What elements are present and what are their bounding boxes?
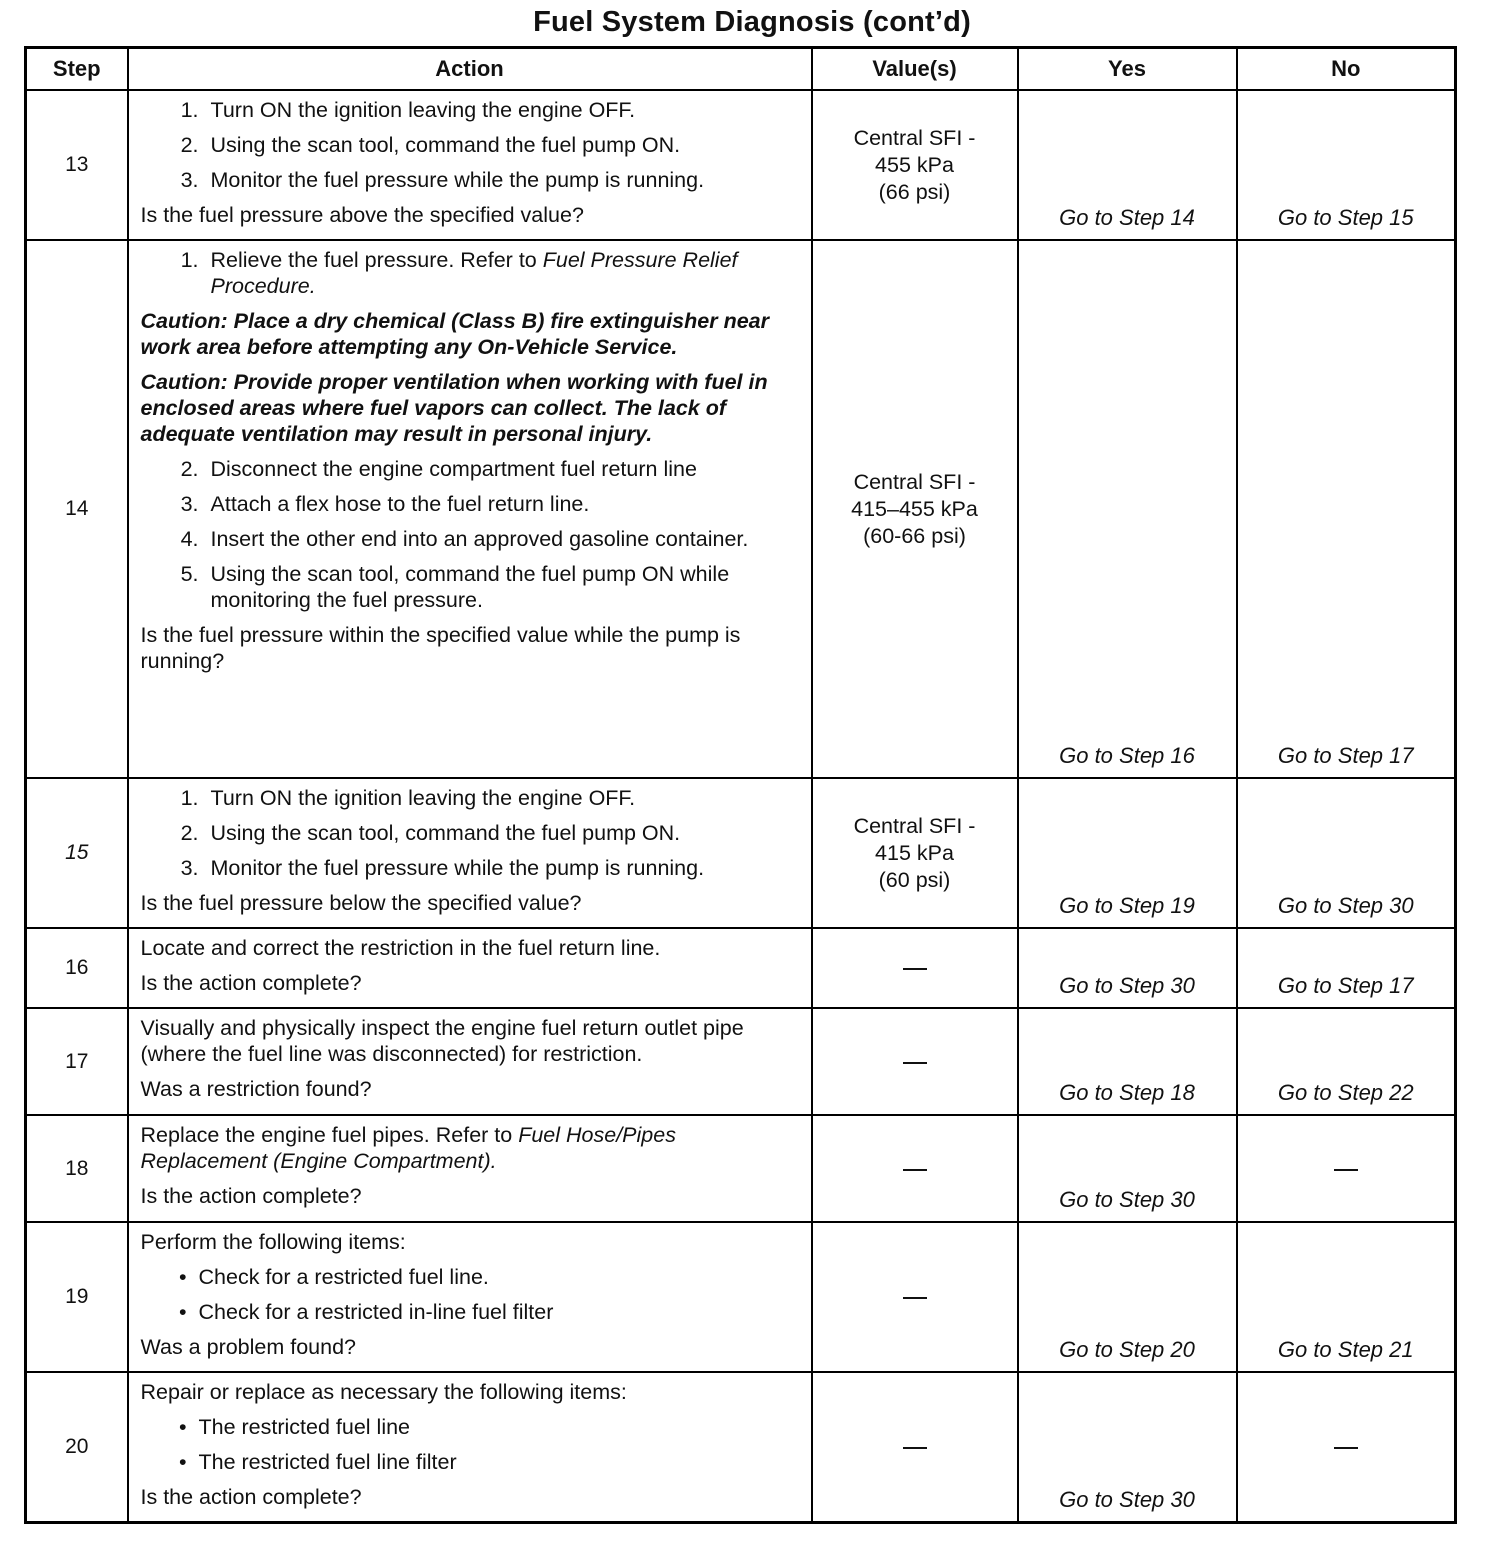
list-item: 3. Attach a flex hose to the fuel return line. [180,492,590,516]
list-item: • The restricted fuel line [178,1415,411,1439]
header-no: No [1237,48,1456,91]
caution-text: Caution: Provide proper ventilation when working with fuel in enclosed areas where fuel vapors can collect. The lack of adequate ventilation may result in personal injury. [140,370,768,446]
header-action: Action [128,48,812,91]
no-cell: Go to Step 30 [1237,778,1456,928]
question-text: Is the fuel pressure within the specified value while the pump is running? [140,623,741,673]
table-row-step-18 [26,1115,1456,1222]
table-row-step-13 [26,90,1456,240]
question-text: Is the fuel pressure above the specified value? [140,203,584,227]
question-text: Was a restriction found? [140,1077,372,1101]
question-text: Is the action complete? [140,1485,362,1509]
dash-mark [903,1297,927,1299]
table-row-step-14 [26,240,1456,778]
value-cell-empty [812,1008,1018,1115]
action-cell: Perform the following items: • Check for a restricted fuel line. • Check for a restricted in-line fuel filter Was a problem found? [128,1222,812,1372]
table-row-step-17 [26,1008,1456,1115]
procedure-reference: Fuel Hose/Pipes Replacement (Engine Compartment). [140,1123,676,1173]
header-values: Value(s) [812,48,1018,91]
header-row [26,48,1456,91]
table-row-step-16 [26,928,1456,1008]
caution-text: Caution: Place a dry chemical (Class B) fire extinguisher near work area before attempting any On-Vehicle Service. [140,309,769,359]
yes-cell: Go to Step 30 [1018,1115,1237,1222]
question-text: Is the action complete? [140,971,362,995]
dash-mark [1334,1447,1358,1449]
list-item: 3. Monitor the fuel pressure while the pump is running. [180,856,705,880]
dash-mark [903,1169,927,1171]
list-item: • The restricted fuel line filter [178,1450,457,1474]
list-item: 2. Using the scan tool, command the fuel pump ON. [180,821,681,845]
yes-cell: Go to Step 18 [1018,1008,1237,1115]
no-cell-empty [1237,1372,1456,1522]
value-cell: Central SFI - 415 kPa (60 psi) [812,778,1018,928]
question-text: Is the action complete? [140,1184,362,1208]
document-title: Fuel System Diagnosis (cont’d) [533,6,971,38]
table-row-step-15 [26,778,1456,928]
table-row-step-19 [26,1222,1456,1372]
value-cell-empty [812,1115,1018,1222]
question-text: Was a problem found? [140,1335,357,1359]
list-item: 1. Relieve the fuel pressure. Refer to Fuel Pressure Relief Procedure. [180,248,738,298]
list-item: • Check for a restricted in-line fuel filter [178,1300,554,1324]
header-yes: Yes [1018,48,1237,91]
yes-cell: Go to Step 19 [1018,778,1237,928]
step-number: 20 [26,1372,128,1522]
dash-mark [903,1447,927,1449]
no-cell: Go to Step 22 [1237,1008,1456,1115]
value-cell-empty [812,1222,1018,1372]
step-number: 15 [26,778,128,928]
step-number: 14 [26,240,128,778]
no-cell: Go to Step 17 [1237,240,1456,778]
yes-cell: Go to Step 20 [1018,1222,1237,1372]
list-item: 1. Turn ON the ignition leaving the engine OFF. [180,98,636,122]
yes-cell: Go to Step 30 [1018,928,1237,1008]
action-cell: Repair or replace as necessary the following items: • The restricted fuel line • The restricted fuel line filter Is the action complete? [128,1372,812,1522]
table-row-step-20 [26,1372,1456,1522]
no-cell-empty [1237,1115,1456,1222]
diagnosis-table [24,46,1457,1524]
value-cell-empty [812,1372,1018,1522]
list-item: 3. Monitor the fuel pressure while the pump is running. [180,168,705,192]
action-cell: Replace the engine fuel pipes. Refer to Fuel Hose/Pipes Replacement (Engine Compartment). Is the action complete? [128,1115,812,1222]
list-item: • Check for a restricted fuel line. [178,1265,489,1289]
dash-mark [1334,1169,1358,1171]
yes-cell: Go to Step 14 [1018,90,1237,240]
step-number: 18 [26,1115,128,1222]
list-item: 4. Insert the other end into an approved gasoline container. [180,527,749,551]
step-number: 13 [26,90,128,240]
yes-cell: Go to Step 16 [1018,240,1237,778]
procedure-reference: Fuel Pressure Relief Procedure. [210,248,738,298]
action-cell [128,240,812,778]
no-cell: Go to Step 17 [1237,928,1456,1008]
header-step: Step [26,48,128,91]
list-item: 2. Disconnect the engine compartment fuel return line [180,457,697,481]
question-text: Is the fuel pressure below the specified value? [140,891,582,915]
no-cell: Go to Step 15 [1237,90,1456,240]
dash-mark [903,968,927,970]
list-item: 5. Using the scan tool, command the fuel pump ON while monitoring the fuel pressure. [180,562,730,612]
value-cell: Central SFI - 455 kPa (66 psi) [812,90,1018,240]
action-cell [128,778,812,928]
value-cell-empty [812,928,1018,1008]
step-number: 17 [26,1008,128,1115]
list-item: 2. Using the scan tool, command the fuel pump ON. [180,133,681,157]
action-cell: Visually and physically inspect the engine fuel return outlet pipe (where the fuel line was disconnected) for restriction. Was a restriction found? [128,1008,812,1115]
value-cell: Central SFI - 415–455 kPa (60-66 psi) [812,240,1018,778]
dash-mark [903,1062,927,1064]
yes-cell: Go to Step 30 [1018,1372,1237,1522]
step-number: 16 [26,928,128,1008]
action-cell: Locate and correct the restriction in the fuel return line. Is the action complete? [128,928,812,1008]
step-number: 19 [26,1222,128,1372]
action-cell [128,90,812,240]
no-cell: Go to Step 21 [1237,1222,1456,1372]
list-item: 1. Turn ON the ignition leaving the engine OFF. [180,786,636,810]
